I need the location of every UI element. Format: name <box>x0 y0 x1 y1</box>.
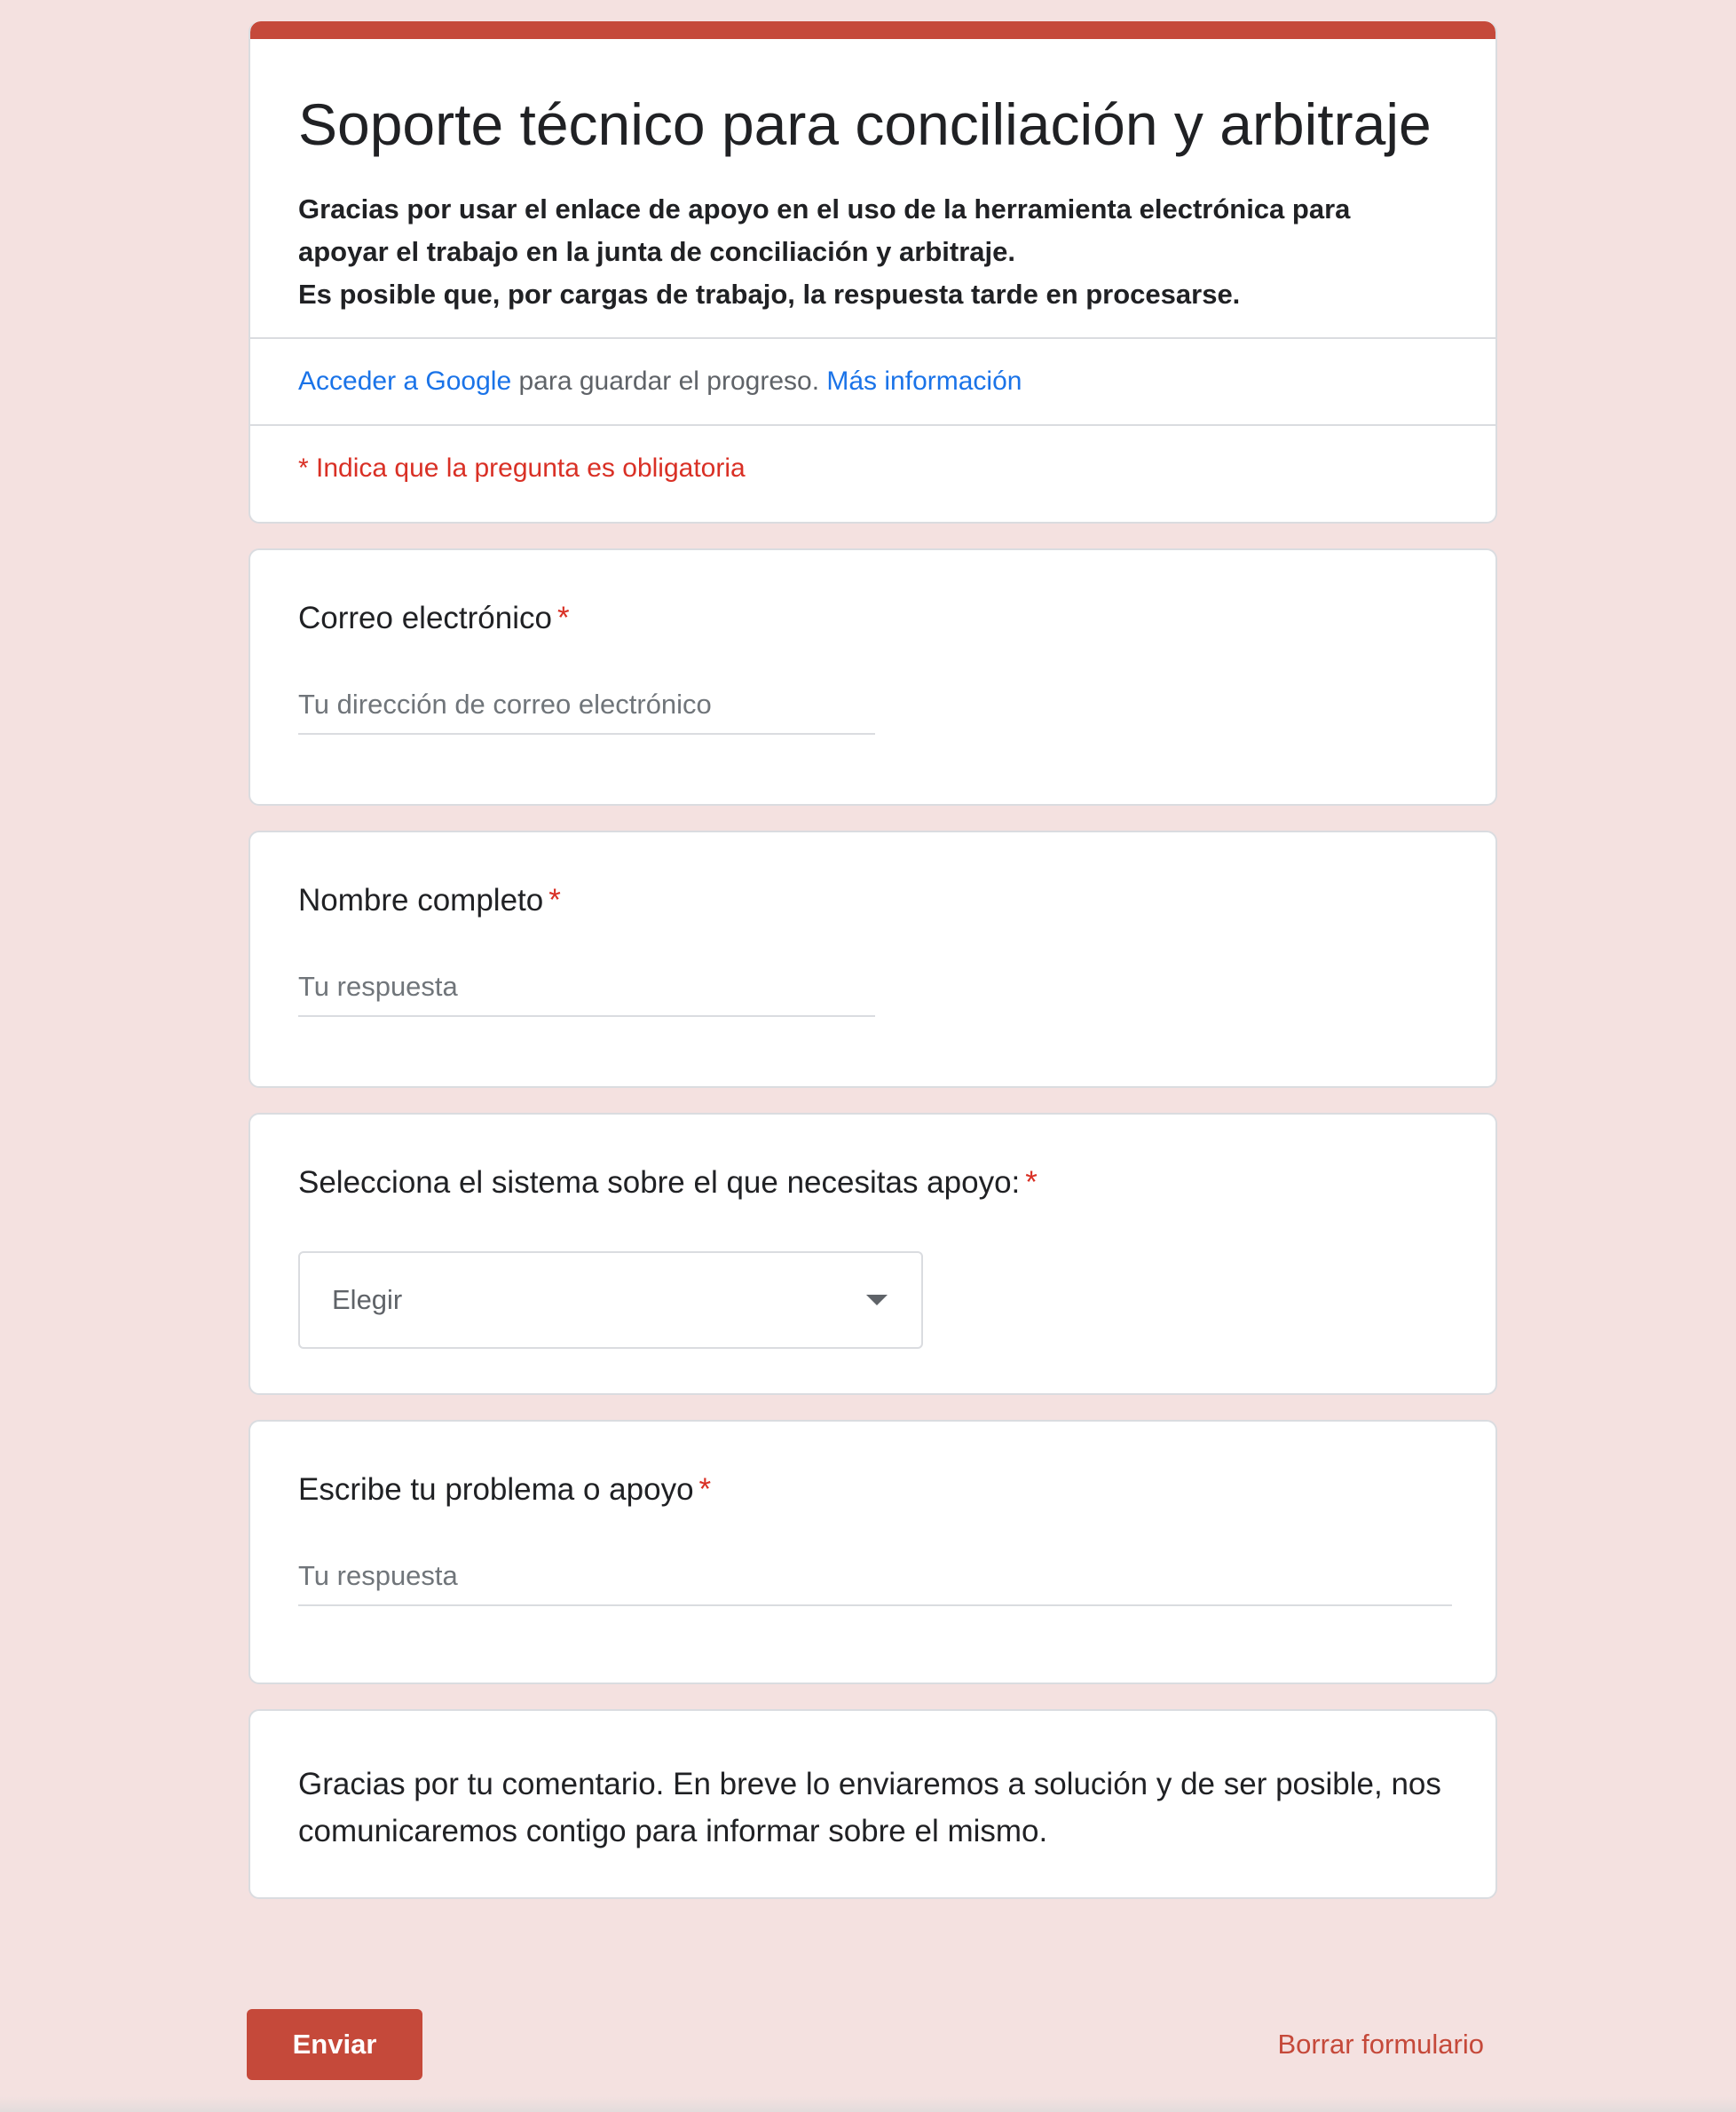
submit-button[interactable]: Enviar <box>247 2009 422 2080</box>
login-text: para guardar el progreso. <box>511 366 827 396</box>
form-description <box>298 188 1448 316</box>
question-card-problem <box>249 1420 1497 1684</box>
thanks-text: Gracias por tu comentario. En breve lo enviaremos a solución y de ser posible, nos comunicaremos contigo para informar sobre el mismo. <box>298 1767 1441 1848</box>
bottom-shade <box>0 2096 1736 2112</box>
google-login-link[interactable]: Acceder a Google <box>298 366 512 396</box>
question-title <box>298 1468 1448 1512</box>
question-problem <box>250 1422 1495 1606</box>
email-field[interactable] <box>298 687 875 735</box>
required-asterisk: * <box>556 601 570 635</box>
question-label: Nombre completo <box>298 883 544 918</box>
question-email <box>250 550 1495 735</box>
question-title <box>298 879 1448 923</box>
clear-form-button[interactable]: Borrar formulario <box>1277 2029 1484 2060</box>
problem-field[interactable] <box>298 1558 1452 1606</box>
header-accent-bar <box>250 21 1495 39</box>
more-info-link[interactable]: Más información <box>826 366 1022 396</box>
question-card-email <box>249 548 1497 806</box>
question-title <box>298 596 1448 641</box>
system-select[interactable] <box>298 1251 923 1349</box>
caret-down-icon <box>866 1295 888 1305</box>
login-row <box>250 339 1495 424</box>
question-system <box>250 1115 1495 1349</box>
form-description-line-2: Es posible que, por cargas de trabajo, la respuesta tarde en procesarse. <box>298 279 1241 310</box>
form-title: Soporte técnico para conciliación y arbitraje <box>298 91 1432 157</box>
required-asterisk: * <box>698 1472 712 1507</box>
question-label: Selecciona el sistema sobre el que necesitas apoyo: <box>298 1165 1021 1200</box>
form-description-line-1: Gracias por usar el enlace de apoyo en el uso de la herramienta electrónica para apoyar el trabajo en la junta de conciliación y arbitraje. <box>298 193 1351 267</box>
form-header-card <box>249 21 1497 524</box>
question-full-name <box>250 832 1495 1017</box>
thanks-card <box>249 1709 1497 1899</box>
form-actions <box>247 2009 1500 2080</box>
question-label: Correo electrónico <box>298 601 552 635</box>
full-name-field[interactable] <box>298 969 875 1017</box>
header-content <box>250 39 1495 337</box>
form-container <box>249 21 1497 1924</box>
question-label: Escribe tu problema o apoyo <box>298 1472 694 1507</box>
question-title <box>298 1161 1448 1205</box>
required-asterisk: * <box>1025 1165 1038 1200</box>
required-asterisk: * <box>548 883 561 918</box>
question-card-system <box>249 1113 1497 1395</box>
select-value: Elegir <box>332 1284 403 1315</box>
question-card-full-name <box>249 831 1497 1088</box>
required-note: * Indica que la pregunta es obligatoria <box>298 453 746 483</box>
